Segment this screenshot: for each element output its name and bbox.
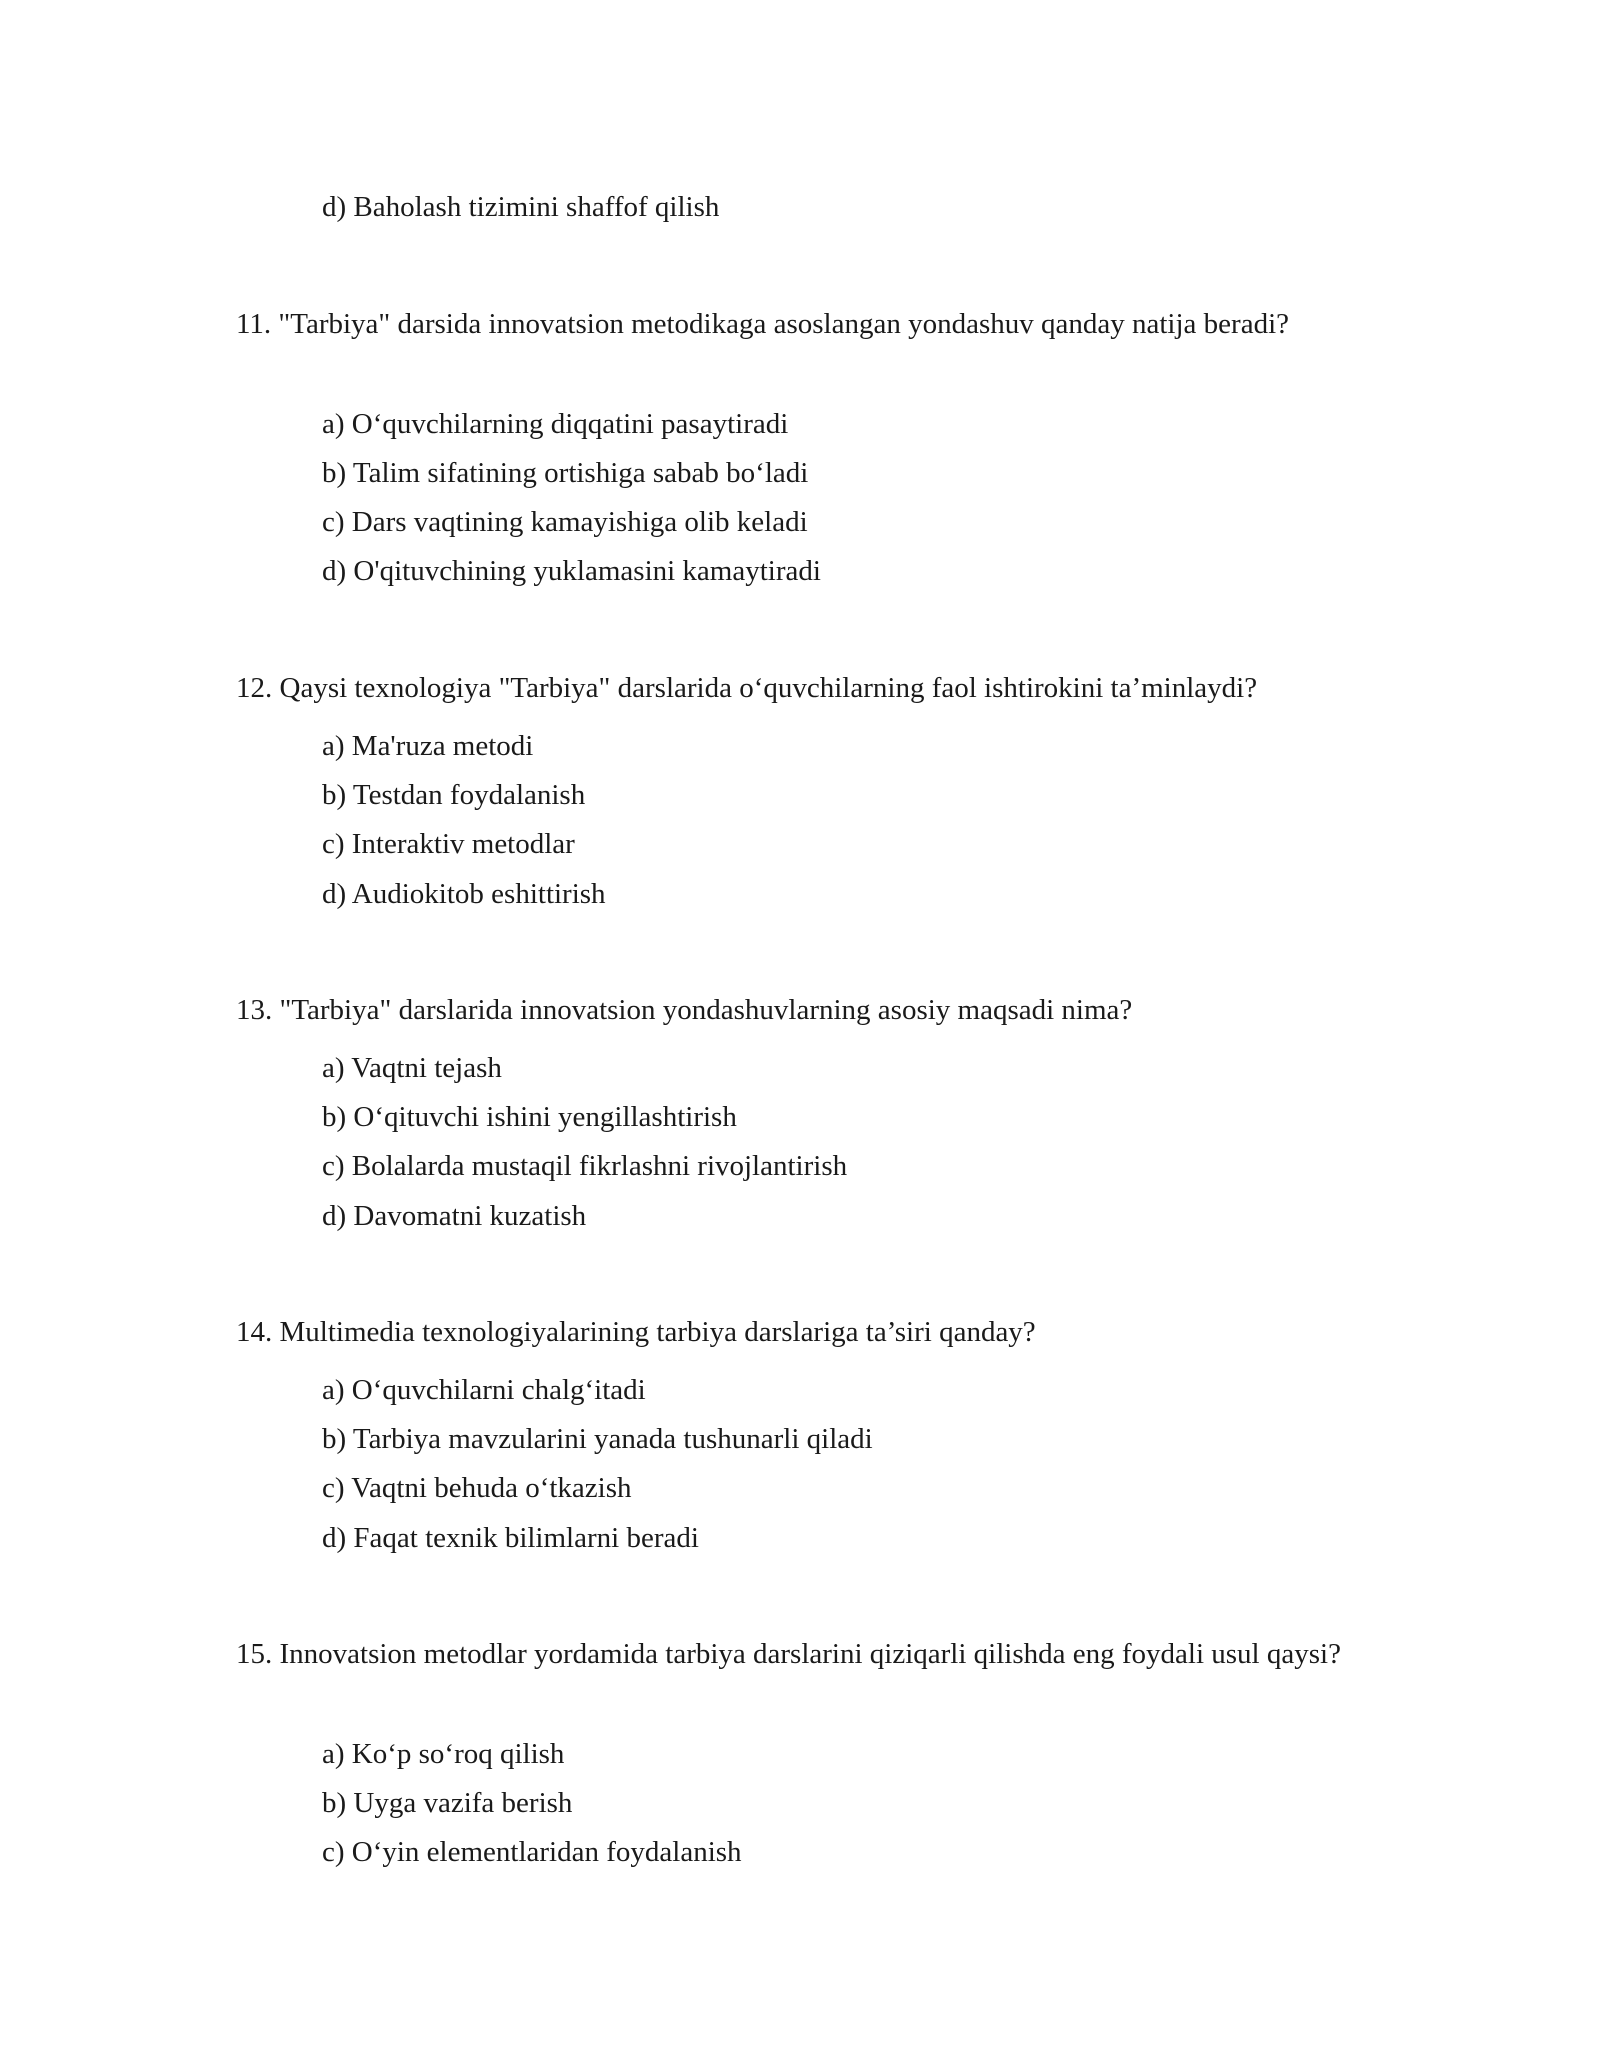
q11-option-b: b) Talim sifatining ortishiga sabab bo‘ladi xyxy=(322,457,809,489)
q13-option-c: c) Bolalarda mustaqil fikrlashni rivojlantirish xyxy=(322,1150,848,1182)
q14-option-d: d) Faqat texnik bilimlarni beradi xyxy=(322,1522,699,1554)
q13-option-b: b) O‘qituvchi ishini yengillashtirish xyxy=(322,1101,737,1133)
q10-option-d: d) Baholash tizimini shaffof qilish xyxy=(322,191,720,223)
q12-option-a: a) Ma'ruza metodi xyxy=(322,730,534,762)
q15-question: 15. Innovatsion metodlar yordamida tarbiya darslarini qiziqarli qilishda eng foydali usul qaysi? xyxy=(236,1638,1341,1670)
q11-option-d: d) O'qituvchining yuklamasini kamaytiradi xyxy=(322,555,821,587)
q14-option-c: c) Vaqtni behuda o‘tkazish xyxy=(322,1472,632,1504)
q14-option-b: b) Tarbiya mavzularini yanada tushunarli qiladi xyxy=(322,1423,873,1455)
q11-option-a: a) O‘quvchilarning diqqatini pasaytiradi xyxy=(322,408,789,440)
q14-question: 14. Multimedia texnologiyalarining tarbiya darslariga ta’siri qanday? xyxy=(236,1316,1036,1348)
q13-option-a: a) Vaqtni tejash xyxy=(322,1052,502,1084)
q11-option-c: c) Dars vaqtining kamayishiga olib keladi xyxy=(322,506,808,538)
q13-option-d: d) Davomatni kuzatish xyxy=(322,1200,587,1232)
q12-option-b: b) Testdan foydalanish xyxy=(322,779,586,811)
q15-option-a: a) Ko‘p so‘roq qilish xyxy=(322,1738,565,1770)
q11-question: 11. "Tarbiya" darsida innovatsion metodikaga asoslangan yondashuv qanday natija beradi? xyxy=(236,308,1289,340)
q12-question: 12. Qaysi texnologiya "Tarbiya" darslarida o‘quvchilarning faol ishtirokini ta’minlaydi? xyxy=(236,672,1258,704)
q14-option-a: a) O‘quvchilarni chalg‘itadi xyxy=(322,1374,646,1406)
q12-option-c: c) Interaktiv metodlar xyxy=(322,828,575,860)
q15-option-c: c) O‘yin elementlaridan foydalanish xyxy=(322,1836,742,1868)
q15-option-b: b) Uyga vazifa berish xyxy=(322,1787,573,1819)
q12-option-d: d) Audiokitob eshittirish xyxy=(322,878,606,910)
q13-question: 13. "Tarbiya" darslarida innovatsion yondashuvlarning asosiy maqsadi nima? xyxy=(236,994,1133,1026)
